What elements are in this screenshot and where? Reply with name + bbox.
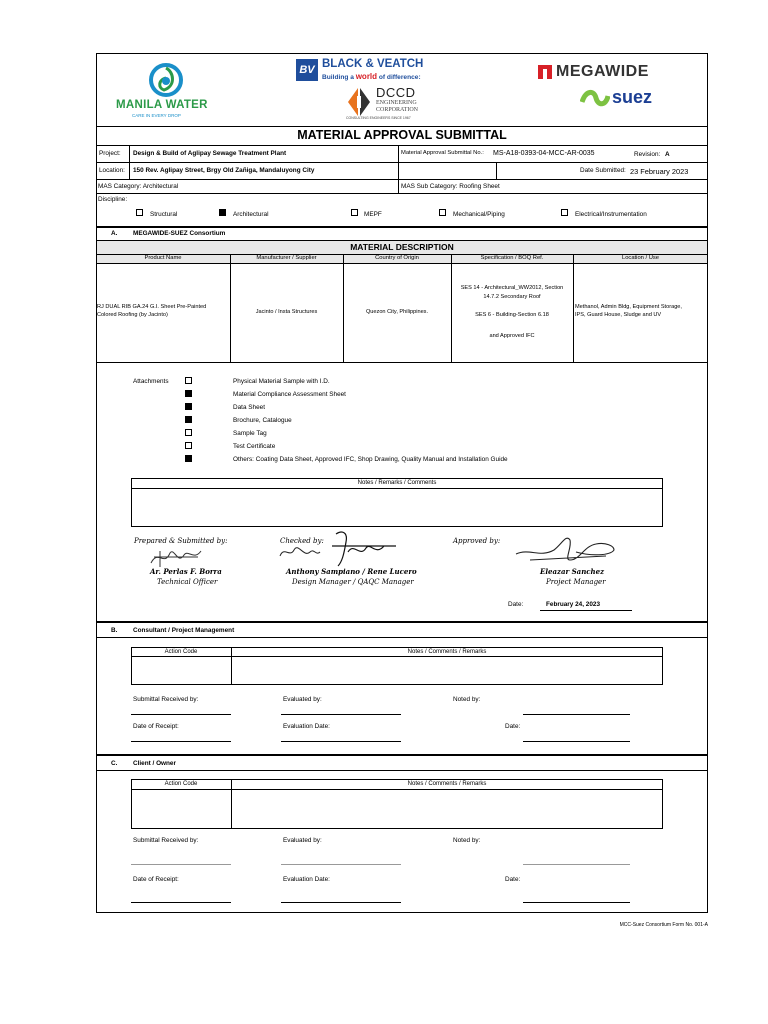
section-a-letter: A. xyxy=(111,230,118,237)
dccd-mark-icon xyxy=(346,86,372,118)
section-c-date-label: Date: xyxy=(505,876,521,883)
bv-mark-icon: BV xyxy=(296,59,318,81)
col-header-manufacturer: Manufacturer / Supplier xyxy=(256,255,317,261)
megawide-logo xyxy=(538,63,688,85)
country-value: Quezon City, Philippines. xyxy=(365,309,429,315)
discipline-label-electrical: Electrical/Instrumentation xyxy=(575,211,647,218)
section-c-title: Client / Owner xyxy=(133,760,176,767)
section-c-receipt-date-line[interactable] xyxy=(131,902,231,903)
section-c-eval-date-line[interactable] xyxy=(281,902,401,903)
section-c-letter: C. xyxy=(111,760,118,767)
section-c-date-line[interactable] xyxy=(523,902,630,903)
discipline-label-mechanical: Mechanical/Piping xyxy=(453,211,505,218)
manila-water-logo xyxy=(112,60,222,124)
location-use-line2: IPS, Guard House, Sludge and UV xyxy=(575,312,662,318)
attachment-checkbox[interactable] xyxy=(185,429,192,436)
prepared-title: Technical Officer xyxy=(157,578,218,586)
notes-label: Notes / Remarks / Comments xyxy=(357,480,437,486)
attachment-label: Test Certificate xyxy=(233,443,276,450)
section-c-underline xyxy=(96,770,708,771)
section-c-eval-date-label: Evaluation Date: xyxy=(283,876,330,883)
approved-signature-icon xyxy=(510,530,620,566)
prepared-name: Ar. Perlas F. Borra xyxy=(150,567,222,576)
location-use-line1: Methanol, Admin Bldg, Equipment Storage, xyxy=(575,304,682,310)
spec-line2: 14.7.2 Secondary Roof xyxy=(483,294,541,300)
section-b-eval-date-line[interactable] xyxy=(281,741,401,742)
discipline-label-architectural: Architectural xyxy=(233,211,269,218)
discipline-checkbox-electrical[interactable] xyxy=(561,209,568,216)
dccd-sub1: ENGINEERING xyxy=(376,100,417,106)
section-c-received-line[interactable] xyxy=(131,864,231,865)
section-a-title: MEGAWIDE-SUEZ Consortium xyxy=(133,230,226,237)
section-b-noted-label: Noted by: xyxy=(453,696,481,703)
suez-name: suez xyxy=(612,87,653,107)
location-label: Location: xyxy=(99,167,125,174)
section-b-action-code: Action Code xyxy=(164,649,198,655)
checked-title: Design Manager / QAQC Manager xyxy=(292,578,414,586)
manila-water-tagline: CARE IN EVERY DROP xyxy=(132,113,181,118)
suez-wave-icon xyxy=(580,88,610,110)
megawide-name: MEGAWIDE xyxy=(556,63,649,80)
section-b-action-code-field[interactable] xyxy=(132,657,230,684)
section-b-receipt-date-label: Date of Receipt: xyxy=(133,723,179,730)
section-c-noted-label: Noted by: xyxy=(453,837,481,844)
section-b-title: Consultant / Project Management xyxy=(133,627,235,634)
approved-name: Eleazar Sanchez xyxy=(540,567,605,576)
section-c-noted-line[interactable] xyxy=(523,864,630,865)
dccd-sub3: CONSULTING ENGINEERS SINCE 1967 xyxy=(346,116,411,120)
checked-signature-icon xyxy=(276,528,406,568)
section-a-line xyxy=(96,226,708,228)
title-top-line xyxy=(96,126,708,127)
section-b-evaluated-line[interactable] xyxy=(281,714,401,715)
location-value: 150 Rev. Aglipay Street, Brgy Old Zañiga, Mandaluyong City xyxy=(133,167,315,174)
spec-line1: SES 14 - Architectural_WW2012, Section xyxy=(460,285,564,291)
section-b-letter: B. xyxy=(111,627,118,634)
section-c-evaluated-label: Evaluated by: xyxy=(283,837,322,844)
mat-col-line-3 xyxy=(451,254,452,362)
attachment-label: Others: Coating Data Sheet, Approved IFC, Shop Drawing, Quality Manual and Installation Guide xyxy=(233,456,508,463)
row-line-2 xyxy=(96,179,708,180)
product-name-line1: RJ DUAL RIB GA.24 G.I. Sheet Pre-Painted xyxy=(97,304,207,310)
megawide-mark-gap xyxy=(543,69,547,79)
section-c-received-label: Submittal Received by: xyxy=(133,837,199,844)
material-body-bottom xyxy=(96,362,708,363)
col-header-spec: Specification / BOQ Ref. xyxy=(480,255,544,261)
dccd-name: DCCD xyxy=(376,85,416,100)
dccd-logo xyxy=(346,85,446,121)
section-c-receipt-date-label: Date of Receipt: xyxy=(133,876,179,883)
mat-col-line-4 xyxy=(573,254,574,362)
signature-date-value: February 24, 2023 xyxy=(546,601,600,608)
checked-name: Anthony Sampiano / Rene Lucero xyxy=(286,567,417,576)
bv-tagline: Building a world of difference: xyxy=(322,72,421,81)
attachments-label: Attachments xyxy=(133,378,169,385)
prepared-signature-icon xyxy=(146,545,206,569)
mas-no-value: MS-A18-0393-04-MCC-AR-0035 xyxy=(493,150,595,157)
col-header-location: Location / Use xyxy=(621,255,660,261)
signature-date-line xyxy=(540,610,632,611)
date-col-line xyxy=(496,162,497,179)
label-col-line xyxy=(129,145,130,179)
attachment-label: Brochure, Catalogue xyxy=(233,417,292,424)
dccd-sub2: CORPORATION xyxy=(376,107,419,113)
section-b-evaluated-label: Evaluated by: xyxy=(283,696,322,703)
mat-col-line-1 xyxy=(230,254,231,362)
attachment-label: Data Sheet xyxy=(233,404,265,411)
mas-category: MAS Category: Architectural xyxy=(98,183,179,190)
attachment-checkbox[interactable] xyxy=(185,377,192,384)
section-b-notes: Notes / Comments / Remarks xyxy=(407,649,487,655)
water-drop-icon xyxy=(146,60,186,100)
revision-value: A xyxy=(665,151,670,158)
col-header-product: Product Name xyxy=(144,255,182,261)
black-veatch-logo xyxy=(296,58,456,84)
row-line-3 xyxy=(96,193,708,194)
section-b-date-line[interactable] xyxy=(523,741,630,742)
mid-col-line xyxy=(398,145,399,193)
section-b-underline xyxy=(96,637,708,638)
signature-date-label: Date: xyxy=(508,601,524,608)
row-line-1 xyxy=(96,162,708,163)
attachment-label: Physical Material Sample with I.D. xyxy=(233,378,330,385)
discipline-checkbox-architectural[interactable] xyxy=(219,209,226,216)
product-name-line2: Colored Roofing (by Jacinto) xyxy=(97,312,168,318)
project-label: Project: xyxy=(99,150,121,157)
attachment-label: Sample Tag xyxy=(233,430,267,437)
manufacturer-value: Jacinto / Insta Structures xyxy=(255,309,318,315)
section-c-line xyxy=(96,754,708,756)
spec-line3: SES 6 - Building-Section 6.18 xyxy=(475,312,549,318)
attachment-checkbox[interactable] xyxy=(185,455,192,462)
attachment-checkbox[interactable] xyxy=(185,416,192,423)
section-b-line xyxy=(96,621,708,623)
section-c-evaluated-line[interactable] xyxy=(281,864,401,865)
revision-label: Revision: xyxy=(634,151,661,158)
prepared-label: Prepared & Submitted by: xyxy=(134,537,228,545)
section-b-eval-date-label: Evaluation Date: xyxy=(283,723,330,730)
date-submitted-value: 23 February 2023 xyxy=(630,167,689,176)
discipline-label: Discipline: xyxy=(98,196,128,203)
mas-sub-category: MAS Sub Category: Roofing Sheet xyxy=(401,183,500,190)
approved-label: Approved by: xyxy=(453,537,501,545)
mat-col-line-2 xyxy=(343,254,344,362)
section-c-notes: Notes / Comments / Remarks xyxy=(407,781,487,787)
discipline-label-structural: Structural xyxy=(150,211,178,218)
discipline-checkbox-mepf[interactable] xyxy=(351,209,358,216)
suez-logo xyxy=(580,88,680,114)
section-c-action-code-field[interactable] xyxy=(132,790,230,828)
spec-line4: and Approved IFC xyxy=(489,333,535,339)
attachment-checkbox[interactable] xyxy=(185,442,192,449)
discipline-label-mepf: MEPF xyxy=(364,211,382,218)
section-b-received-line[interactable] xyxy=(131,714,231,715)
section-b-receipt-date-line[interactable] xyxy=(131,741,231,742)
section-b-date-label: Date: xyxy=(505,723,521,730)
title-bottom-line xyxy=(96,145,708,146)
bv-name: BLACK & VEATCH xyxy=(322,58,424,70)
attachment-checkbox[interactable] xyxy=(185,403,192,410)
manila-water-name: MANILA WATER xyxy=(116,99,208,111)
section-c-notes-field[interactable] xyxy=(232,790,662,828)
checked-label: Checked by: xyxy=(280,537,324,545)
material-title-top xyxy=(96,240,708,241)
date-submitted-label: Date Submitted: xyxy=(580,167,626,174)
attachment-checkbox[interactable] xyxy=(185,390,192,397)
section-b-noted-line[interactable] xyxy=(523,714,630,715)
material-header-bottom xyxy=(96,263,708,264)
attachment-label: Material Compliance Assessment Sheet xyxy=(233,391,346,398)
form-title: MATERIAL APPROVAL SUBMITTAL xyxy=(297,128,507,142)
project-value: Design & Build of Aglipay Sewage Treatment Plant xyxy=(133,150,287,157)
discipline-checkbox-mechanical[interactable] xyxy=(439,209,446,216)
discipline-checkbox-structural[interactable] xyxy=(136,209,143,216)
section-c-action-code: Action Code xyxy=(164,781,198,787)
mas-no-label: Material Approval Submittal No.: xyxy=(401,150,484,156)
approved-title: Project Manager xyxy=(546,578,606,586)
form-number-footer: MCC-Suez Consortium Form No. 001-A xyxy=(619,922,708,928)
material-title: MATERIAL DESCRIPTION xyxy=(350,242,454,252)
notes-header-line xyxy=(131,488,663,489)
col-header-country: Country of Origin xyxy=(375,255,419,261)
section-b-received-label: Submittal Received by: xyxy=(133,696,199,703)
section-b-notes-field[interactable] xyxy=(232,657,662,684)
